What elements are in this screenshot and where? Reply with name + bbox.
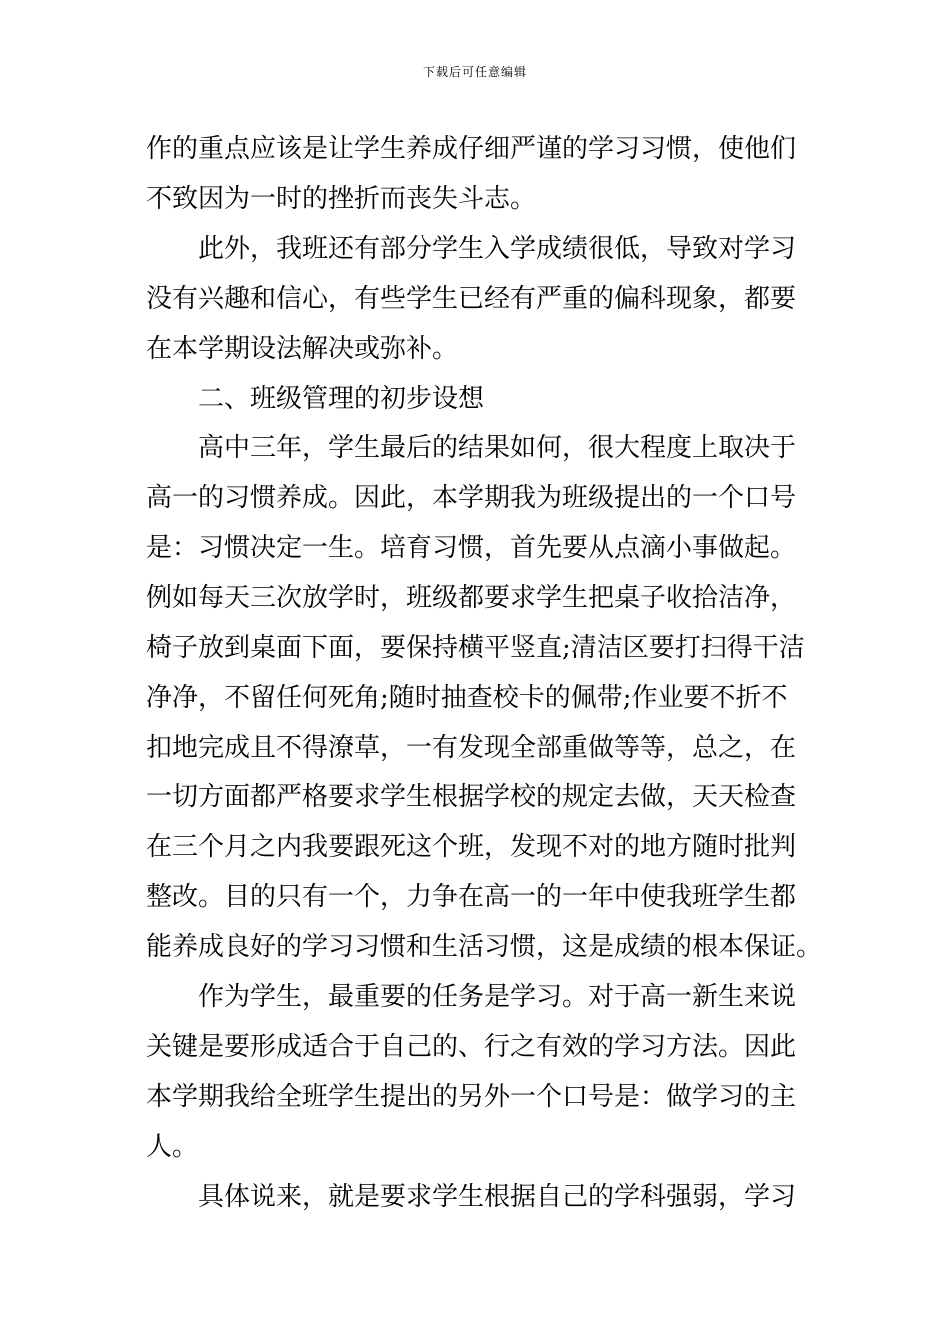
body-line: 一切方面都严格要求学生根据学校的规定去做，天天检查 [146, 782, 797, 812]
body-line: 关键是要形成适合于自己的、行之有效的学习方法。因此 [146, 1032, 797, 1062]
body-line: 作的重点应该是让学生养成仔细严谨的学习习惯，使他们 [146, 134, 797, 164]
body-line: 在三个月之内我要跟死这个班，发现不对的地方随时批判 [146, 832, 797, 862]
body-line: 不致因为一时的挫折而丧失斗志。 [146, 184, 537, 214]
body-line: 能养成良好的学习习惯和生活习惯，这是成绩的根本保证。 [146, 932, 823, 962]
body-line: 是：习惯决定一生。培育习惯，首先要从点滴小事做起。 [146, 533, 797, 563]
body-line: 净净，不留任何死角;随时抽查校卡的佩带;作业要不折不 [146, 683, 788, 713]
body-line: 此外，我班还有部分学生入学成绩很低，导致对学习 [198, 234, 797, 264]
body-line: 高中三年，学生最后的结果如何，很大程度上取决于 [198, 433, 797, 463]
body-line: 作为学生，最重要的任务是学习。对于高一新生来说 [198, 982, 797, 1012]
body-line: 椅子放到桌面下面，要保持横平竖直;清洁区要打扫得干洁 [146, 633, 805, 663]
body-line: 高一的习惯养成。因此，本学期我为班级提出的一个口号 [146, 483, 797, 513]
body-line: 具体说来，就是要求学生根据自己的学科强弱，学习 [198, 1182, 797, 1212]
body-line: 没有兴趣和信心，有些学生已经有严重的偏科现象，都要 [146, 284, 797, 314]
body-line: 本学期我给全班学生提出的另外一个口号是：做学习的主 [146, 1082, 797, 1112]
body-line: 整改。目的只有一个，力争在高一的一年中使我班学生都 [146, 882, 797, 912]
body-line: 在本学期设法解决或弥补。 [146, 334, 459, 364]
body-line: 人。 [146, 1132, 199, 1162]
body-line: 例如每天三次放学时，班级都要求学生把桌子收拾洁净， [146, 583, 797, 613]
page-header: 下载后可任意编辑 [422, 65, 527, 79]
body-line: 扣地完成且不得潦草，一有发现全部重做等等，总之，在 [146, 733, 797, 763]
section-heading: 二、班级管理的初步设想 [198, 384, 485, 414]
